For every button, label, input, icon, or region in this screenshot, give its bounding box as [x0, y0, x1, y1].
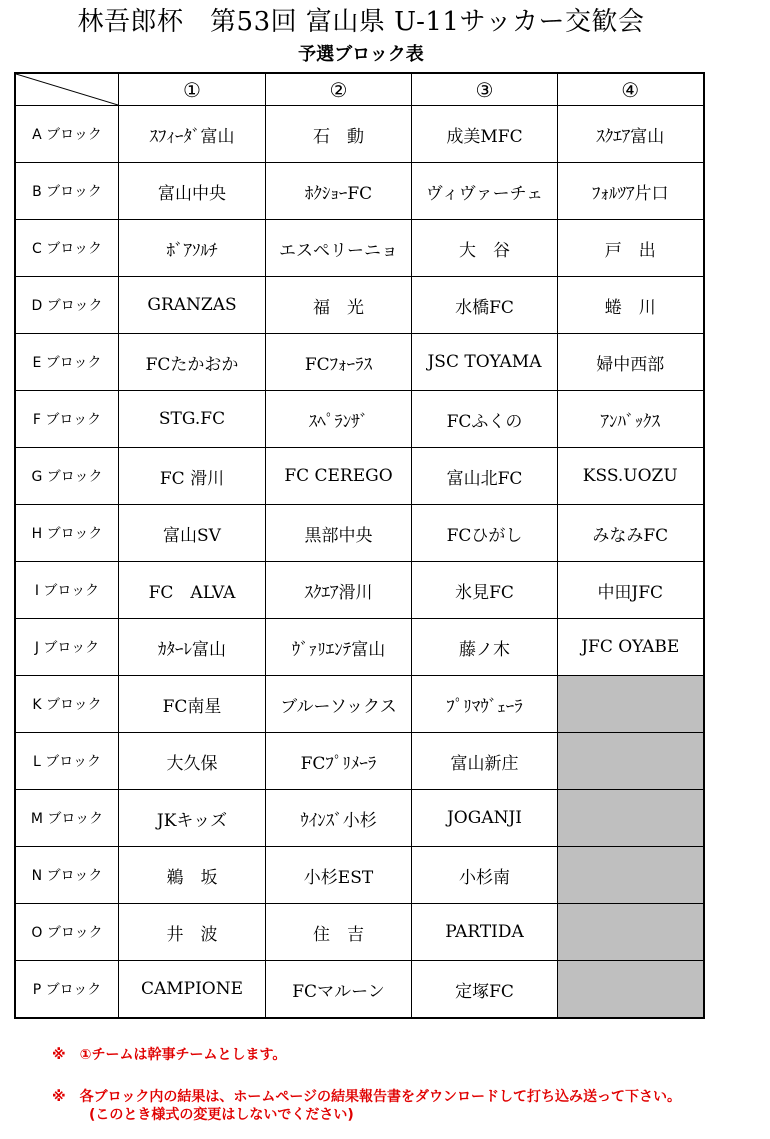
team-cell: 婦中西部 [558, 334, 704, 391]
team-cell: 大久保 [119, 733, 266, 790]
team-cell: ヴィヴァーチェ [412, 163, 558, 220]
team-cell: 鵜 坂 [119, 847, 266, 904]
team-cell: ｽﾍﾟﾗﾝｻﾞ [266, 391, 412, 448]
block-label: H ブロック [15, 505, 119, 562]
team-cell: 住 吉 [266, 904, 412, 961]
team-cell: エスペリーニョ [266, 220, 412, 277]
team-cell: KSS.UOZU [558, 448, 704, 505]
team-cell: GRANZAS [119, 277, 266, 334]
team-cell: 成美MFC [412, 106, 558, 163]
team-cell: 小杉EST [266, 847, 412, 904]
empty-cell [558, 847, 704, 904]
team-cell: ﾎﾞｱｿﾙﾁ [119, 220, 266, 277]
team-cell: FCﾌﾟﾘﾒｰﾗ [266, 733, 412, 790]
team-cell: ｽｸｴｱ富山 [558, 106, 704, 163]
block-label: D ブロック [15, 277, 119, 334]
team-cell: 富山新庄 [412, 733, 558, 790]
team-cell: 黒部中央 [266, 505, 412, 562]
team-cell: JOGANJI [412, 790, 558, 847]
block-label: K ブロック [15, 676, 119, 733]
block-label: G ブロック [15, 448, 119, 505]
empty-cell [558, 961, 704, 1019]
column-header-1: ① [119, 73, 266, 106]
team-cell: 戸 出 [558, 220, 704, 277]
header-row [15, 73, 704, 106]
page-title: 林吾郎杯 第53回 富山県 U-11サッカー交歓会 [77, 7, 645, 37]
team-cell: ｱﾝﾊﾞｯｸｽ [558, 391, 704, 448]
note-1: ※ ①チームは幹事チームとします。 [52, 1047, 287, 1063]
team-cell: 氷見FC [412, 562, 558, 619]
team-cell: 水橋FC [412, 277, 558, 334]
team-cell: ﾌﾟﾘﾏｳﾞｪｰﾗ [412, 676, 558, 733]
block-label: M ブロック [15, 790, 119, 847]
team-cell: PARTIDA [412, 904, 558, 961]
team-cell: ﾎｸｼｮｰFC [266, 163, 412, 220]
team-cell: ｶﾀｰﾚ富山 [119, 619, 266, 676]
team-cell: 井 波 [119, 904, 266, 961]
table-row [15, 448, 704, 505]
column-header-3: ③ [412, 73, 558, 106]
column-header-2: ② [266, 73, 412, 106]
table-row [15, 790, 704, 847]
team-cell: 福 光 [266, 277, 412, 334]
team-cell: ﾌｫﾙﾂｱ片口 [558, 163, 704, 220]
empty-cell [558, 733, 704, 790]
empty-cell [558, 904, 704, 961]
team-cell: 蜷 川 [558, 277, 704, 334]
team-cell: JKキッズ [119, 790, 266, 847]
team-cell: 石 動 [266, 106, 412, 163]
team-cell: 大 谷 [412, 220, 558, 277]
note-3: (このとき様式の変更はしないでください) [89, 1107, 354, 1123]
team-cell: FCﾌｫｰﾗｽ [266, 334, 412, 391]
block-table [14, 72, 705, 1019]
table-row [15, 334, 704, 391]
table-row [15, 676, 704, 733]
team-cell: FC ALVA [119, 562, 266, 619]
team-cell: FC CEREGO [266, 448, 412, 505]
team-cell: 富山北FC [412, 448, 558, 505]
note-2: ※ 各ブロック内の結果は、ホームページの結果報告書をダウンロードして打ち込み送って下さい。 [52, 1089, 682, 1105]
team-cell: 中田JFC [558, 562, 704, 619]
team-cell: 藤ノ木 [412, 619, 558, 676]
table-row [15, 562, 704, 619]
table-row [15, 961, 704, 1019]
team-cell: ｽﾌｨｰﾀﾞ富山 [119, 106, 266, 163]
team-cell: 富山中央 [119, 163, 266, 220]
block-label: C ブロック [15, 220, 119, 277]
diagonal-line [16, 74, 118, 105]
team-cell: CAMPIONE [119, 961, 266, 1019]
block-label: L ブロック [15, 733, 119, 790]
block-label: P ブロック [15, 961, 119, 1019]
team-cell: JSC TOYAMA [412, 334, 558, 391]
table-row [15, 619, 704, 676]
table-row [15, 904, 704, 961]
table-row [15, 391, 704, 448]
team-cell: FCふくの [412, 391, 558, 448]
team-cell: ｳﾞｧﾘｴﾝﾃ富山 [266, 619, 412, 676]
block-label: I ブロック [15, 562, 119, 619]
table-row [15, 106, 704, 163]
table-row [15, 220, 704, 277]
block-label: B ブロック [15, 163, 119, 220]
team-cell: FCマルーン [266, 961, 412, 1019]
page-subtitle: 予選ブロック表 [298, 44, 424, 65]
team-cell: STG.FC [119, 391, 266, 448]
team-cell: ブルーソックス [266, 676, 412, 733]
team-cell: ｳｲﾝｽﾞ小杉 [266, 790, 412, 847]
block-label: E ブロック [15, 334, 119, 391]
team-cell: FC 滑川 [119, 448, 266, 505]
table-row [15, 505, 704, 562]
team-cell: 小杉南 [412, 847, 558, 904]
team-cell: FC南星 [119, 676, 266, 733]
empty-cell [558, 676, 704, 733]
block-label: A ブロック [15, 106, 119, 163]
corner-cell [15, 73, 119, 106]
table-row [15, 277, 704, 334]
team-cell: FCたかおか [119, 334, 266, 391]
empty-cell [558, 790, 704, 847]
block-label: F ブロック [15, 391, 119, 448]
table-row [15, 733, 704, 790]
column-header-4: ④ [558, 73, 704, 106]
table-row [15, 847, 704, 904]
team-cell: JFC OYABE [558, 619, 704, 676]
team-cell: ｽｸｴｱ滑川 [266, 562, 412, 619]
team-cell: 定塚FC [412, 961, 558, 1019]
block-label: O ブロック [15, 904, 119, 961]
team-cell: みなみFC [558, 505, 704, 562]
team-cell: 富山SV [119, 505, 266, 562]
block-label: N ブロック [15, 847, 119, 904]
team-cell: FCひがし [412, 505, 558, 562]
block-label: J ブロック [15, 619, 119, 676]
table-row [15, 163, 704, 220]
